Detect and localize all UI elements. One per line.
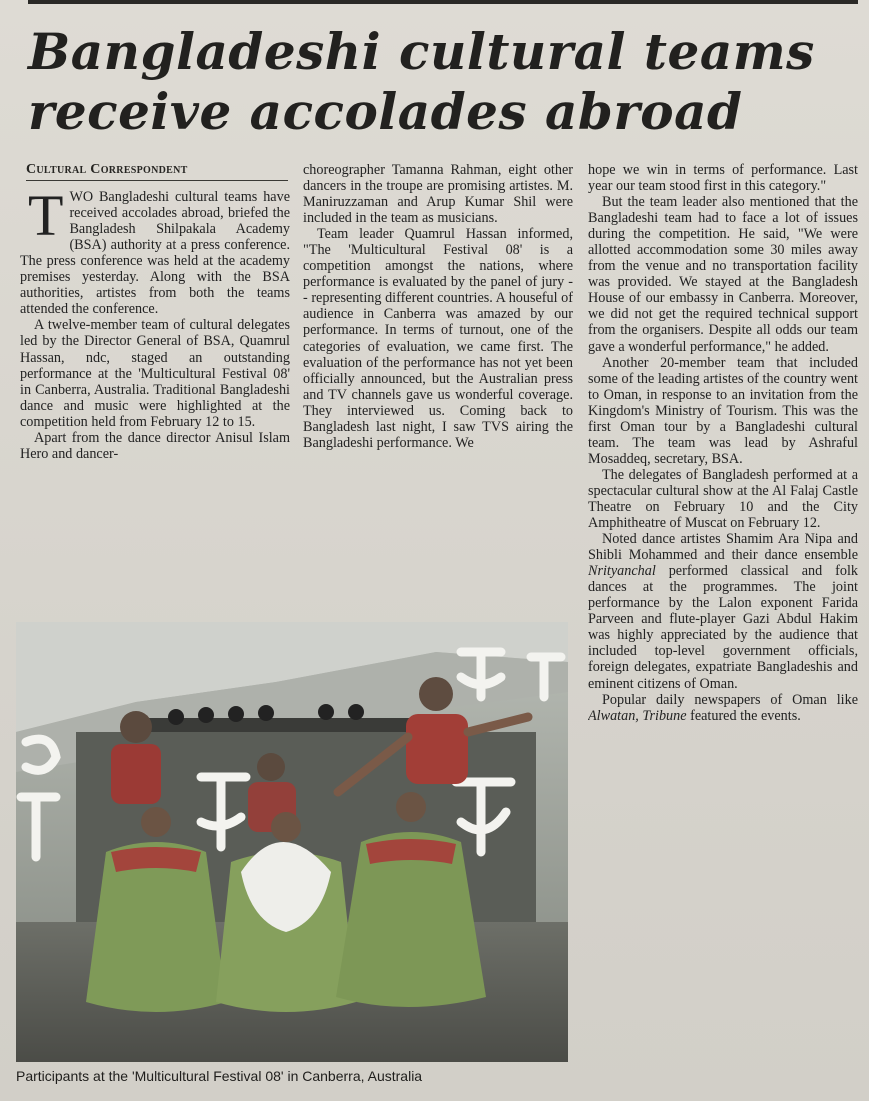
paragraph xyxy=(588,692,858,724)
headline-line-1: Bangladeshi cultural teams xyxy=(28,22,815,81)
paragraph xyxy=(20,183,290,318)
dance-performance-photo xyxy=(16,622,568,1062)
byline-rule xyxy=(26,180,288,181)
paragraph xyxy=(588,531,858,691)
paragraph: But the team leader also mentioned that the Bangladeshi team had to face a lot of issues during the competition. He said, "We were allotted accommodation some 30 miles away from the venue and no transportation facility was provided. We stayed at the Bangladesh House of our embassy in Canberra. Moreover, we did not get the required technical support from the organisers. Despite all odds our team gave a wonderful performance," he added. xyxy=(588,194,858,355)
paragraph: Apart from the dance director Anisul Islam Hero and dancer- xyxy=(20,429,290,462)
paragraph: Team leader Quamrul Hassan informed, "The 'Multicultural Festival 08' is a competition amongst the nations, where performance is evaluated by the panel of jury -- representing different countries. A houseful of audience in Canberra was amazed by our performance. In terms of turnout, one of the categories of evaluation, we came first. The evaluation of the performance has not yet been officially announced, but the Australian press and TV channels gave us wonderful coverage. They interviewed us. Coming back to Bangladesh last night, I saw TVS airing the Bangladeshi performance. We xyxy=(303,226,573,451)
paragraph: The delegates of Bangladesh performed at a spectacular cultural show at the Al Falaj Castle Theatre on February 10 and the City Amphitheatre of Muscat on February 12. xyxy=(588,466,858,532)
newspaper-names: Alwatan, Tribune xyxy=(588,707,687,724)
paragraph: Another 20-member team that included some of the leading artistes of the country went to Oman, in response to an invitation from the Kingdom's Ministry of Tourism. This was the first Oman tour by a Bangladeshi cultural team. The team was lead by Ashraful Mosaddeq, secretary, BSA. xyxy=(588,354,858,467)
paragraph: A twelve-member team of cultural delegates led by the Director General of BSA, Quamrul Hassan, ndc, staged an outstanding performance at the 'Multicultural Festival 08' in Canberra, Australia. Traditional Bangladeshi dance and music were highlighted at the competition held from February 12 to 15. xyxy=(20,317,290,430)
photo-caption: Participants at the 'Multicultural Festival 08' in Canberra, Australia xyxy=(16,1068,423,1084)
headline xyxy=(28,22,868,142)
paragraph: choreographer Tamanna Rahman, eight other dancers in the troupe are promising artistes. M. Maniruzzaman and Arup Kumar Shil were included in the team as musicians. xyxy=(303,162,573,227)
article-column-2 xyxy=(303,162,573,617)
byline: Cultural Correspondent xyxy=(26,162,188,177)
top-rule xyxy=(28,0,858,4)
paragraph-text: Noted dance artistes Shamim Ara Nipa and Shibli Mohammed and their dance ensemble xyxy=(588,531,858,564)
paragraph-text: featured the events. xyxy=(686,707,801,724)
article-column-1 xyxy=(20,162,290,617)
paragraph-text: WO Bangladeshi cultural teams have received accolades abroad, briefed the Bangladesh Shilpakala Academy (BSA) authority at a press conference. The press conference was held at the academy premises yesterday. Along with the BSA authorities, artistes from both the teams attended the conference. xyxy=(20,189,290,318)
paragraph-text: performed classical and folk dances at the programmes. The joint performance by the Lalon exponent Farida Parveen and flute-player Gazi Abdul Hakim was highly appreciated by the audience that included top-level government officials, foreign delegates, expatriate Bangladeshis and eminent citizens of Oman. xyxy=(588,563,858,692)
ensemble-name: Nrityanchal xyxy=(588,563,656,580)
paragraph-text: Popular daily newspapers of Oman like xyxy=(602,691,858,708)
drop-cap: T xyxy=(28,183,64,249)
article-column-3 xyxy=(588,162,858,1092)
headline-line-2: receive accolades abroad xyxy=(28,82,743,141)
paragraph: hope we win in terms of performance. Last year our team stood first in this category." xyxy=(588,162,858,195)
photo-illustration xyxy=(16,622,568,1062)
